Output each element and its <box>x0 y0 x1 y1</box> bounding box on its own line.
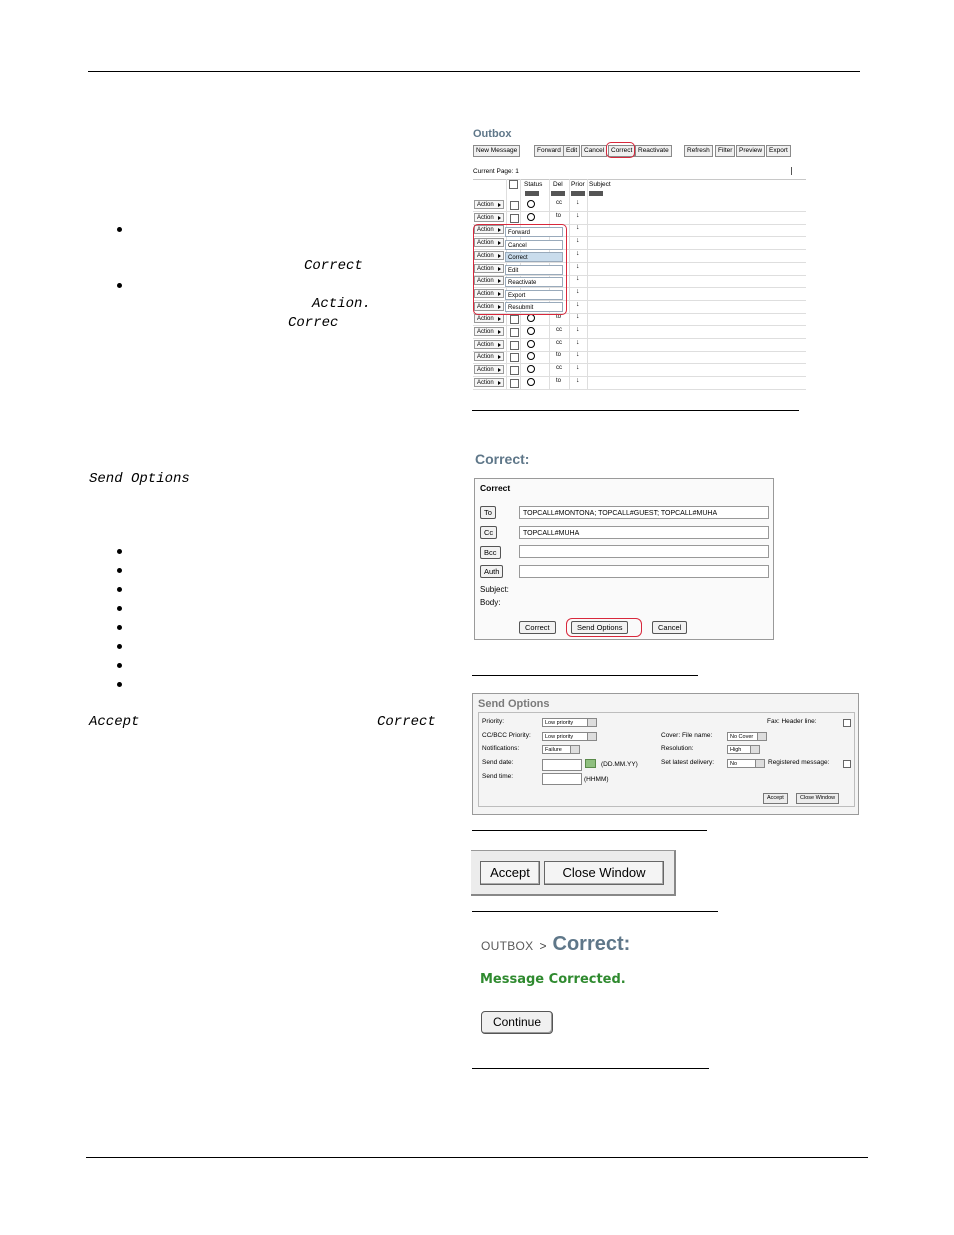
action-label: Action <box>477 252 494 259</box>
triangle-right-icon <box>498 317 501 321</box>
send-date-label: Send date: <box>482 759 514 766</box>
breadcrumb <box>481 933 630 956</box>
action-button[interactable] <box>474 327 504 336</box>
action-label: Action <box>477 367 494 374</box>
action-button[interactable] <box>474 365 504 374</box>
menu-item-correct[interactable]: Correct <box>505 252 563 262</box>
clock-icon <box>527 352 535 360</box>
to-field[interactable]: TOPCALL#MONTONA; TOPCALL#GUEST; TOPCALL#MUHA <box>519 506 769 519</box>
resolution-value: High <box>730 747 742 753</box>
down-arrow-icon: ↓ <box>576 351 580 359</box>
notifications-label: Notifications: <box>482 745 520 752</box>
send-time-hint: (HHMM) <box>584 776 609 783</box>
chevron-down-icon <box>755 760 764 767</box>
ccbcc-priority-select[interactable] <box>542 732 597 741</box>
priority-select[interactable] <box>542 718 597 727</box>
notifications-select[interactable] <box>542 745 580 754</box>
clock-icon <box>527 365 535 373</box>
action-label: Action <box>477 202 494 208</box>
clock-icon <box>527 327 535 335</box>
code-send-options: Send Options <box>89 471 190 487</box>
action-label: Action <box>477 265 494 272</box>
sort-icon[interactable] <box>571 191 585 196</box>
bullet <box>117 227 122 232</box>
cancel-form-button[interactable]: Cancel <box>652 621 687 634</box>
table-row <box>473 377 806 390</box>
down-arrow-icon: ↓ <box>576 287 580 295</box>
caption-underline <box>472 911 718 912</box>
menu-item-edit[interactable]: Edit <box>505 265 563 275</box>
caption-underline <box>472 1068 709 1069</box>
export-button[interactable]: Export <box>766 145 791 157</box>
breadcrumb-title: Correct: <box>552 933 631 955</box>
outbox-screenshot <box>473 126 807 392</box>
cancel-button[interactable]: Cancel <box>581 145 607 157</box>
menu-item-cancel[interactable]: Cancel <box>505 240 563 250</box>
action-label: Action <box>477 329 494 335</box>
notifications-value: Failure <box>545 747 562 753</box>
sort-icon[interactable] <box>589 191 603 196</box>
bullet <box>117 549 122 554</box>
row-checkbox[interactable] <box>510 366 519 375</box>
send-time-label: Send time: <box>482 773 514 780</box>
del-value: cc <box>556 365 562 372</box>
resolution-label: Resolution: <box>661 745 694 752</box>
action-label: Action <box>477 354 494 361</box>
preview-button[interactable]: Preview <box>736 145 765 157</box>
current-page: Current Page: 1 <box>473 168 519 175</box>
continue-button[interactable]: Continue <box>481 1011 553 1034</box>
del-value: to <box>556 314 562 321</box>
action-label: Action <box>477 227 494 234</box>
accept-button[interactable]: Accept <box>480 861 540 885</box>
menu-item-resubmit[interactable]: Resubmit <box>505 302 563 312</box>
correct-form <box>474 478 774 640</box>
send-time-input[interactable] <box>542 773 582 785</box>
clock-icon <box>527 200 535 208</box>
registered-message-checkbox[interactable] <box>843 760 851 768</box>
cc-button[interactable]: Cc <box>480 526 497 539</box>
clock-icon <box>527 314 535 322</box>
cover-label: Cover: File name: <box>661 732 713 739</box>
code-correc: Correc <box>288 315 339 331</box>
highlight-outline <box>566 618 642 637</box>
fax-header-checkbox[interactable] <box>843 719 851 727</box>
latest-delivery-label: Set latest delivery: <box>661 759 715 766</box>
accept-close-panel <box>471 850 676 896</box>
form-legend: Correct <box>480 483 511 493</box>
ccbcc-priority-value: Low priority <box>545 734 574 740</box>
sort-icon[interactable] <box>551 191 565 196</box>
down-arrow-icon: ↓ <box>576 224 580 232</box>
action-button[interactable] <box>474 340 504 349</box>
chevron-down-icon <box>587 719 596 726</box>
calendar-icon[interactable] <box>585 759 596 768</box>
bullet <box>117 568 122 573</box>
triangle-right-icon <box>498 355 501 359</box>
column-prior[interactable]: Prior <box>571 181 585 188</box>
table-row <box>473 364 806 377</box>
menu-item-reactivate[interactable]: Reactivate <box>505 277 563 287</box>
select-all-icon[interactable] <box>509 180 518 189</box>
del-value: cc <box>556 327 562 333</box>
breadcrumb-outbox-link[interactable]: OUTBOX <box>481 939 534 953</box>
correct-button[interactable]: Correct <box>608 145 635 157</box>
down-arrow-icon: ↓ <box>576 313 580 321</box>
action-label: Action <box>477 379 494 386</box>
bullet <box>117 283 122 288</box>
down-arrow-icon: ↓ <box>576 199 580 206</box>
code-action: Action. <box>312 296 371 312</box>
action-label: Action <box>477 214 494 221</box>
action-label: Action <box>477 278 494 285</box>
del-value: cc <box>556 339 562 346</box>
action-button[interactable] <box>474 352 504 361</box>
send-date-input[interactable] <box>542 759 582 771</box>
down-arrow-icon: ↓ <box>576 376 580 384</box>
action-label: Action <box>477 341 494 348</box>
cover-select[interactable] <box>727 732 767 741</box>
outbox-title: Outbox <box>473 128 512 140</box>
table-row <box>473 212 806 225</box>
latest-delivery-select[interactable] <box>727 759 765 768</box>
bullet <box>117 606 122 611</box>
edit-button[interactable]: Edit <box>563 145 580 157</box>
auth-field[interactable] <box>519 565 769 578</box>
send-options-dialog <box>472 693 859 815</box>
column-subject[interactable]: Subject <box>589 181 611 188</box>
row-checkbox[interactable] <box>510 315 519 324</box>
code-correct: Correct <box>304 258 363 274</box>
down-arrow-icon: ↓ <box>576 275 580 283</box>
table-row <box>473 339 806 352</box>
breadcrumb-separator: > <box>539 939 547 953</box>
row-checkbox[interactable] <box>510 341 519 350</box>
status-message: Message Corrected. <box>480 972 626 987</box>
del-value: to <box>556 212 562 219</box>
priority-value: Low priority <box>545 720 574 726</box>
bullet <box>117 644 122 649</box>
resolution-select[interactable] <box>727 745 760 754</box>
correct-submit-button[interactable]: Correct <box>519 621 556 634</box>
down-arrow-icon: ↓ <box>576 249 580 257</box>
fax-header-label: Fax: Header line: <box>767 718 817 725</box>
triangle-right-icon <box>498 381 501 385</box>
refresh-button[interactable]: Refresh <box>684 145 713 157</box>
table-row <box>473 313 806 326</box>
caption-underline <box>472 830 707 831</box>
down-arrow-icon: ↓ <box>576 262 580 270</box>
menu-item-forward[interactable]: Forward <box>505 227 563 237</box>
forward-button[interactable]: Forward <box>534 145 564 157</box>
send-options-button[interactable]: Send Options <box>571 621 628 634</box>
action-label: Action <box>477 316 494 323</box>
triangle-right-icon <box>498 216 501 220</box>
row-checkbox[interactable] <box>510 201 519 210</box>
close-window-small-button[interactable]: Close Window <box>796 793 839 804</box>
ccbcc-priority-label: CC/BCC Priority: <box>482 732 531 739</box>
code-correct-2: Correct <box>377 714 436 730</box>
bcc-field[interactable] <box>519 545 769 558</box>
table-row <box>473 199 806 212</box>
registered-message-label: Registered message: <box>768 759 830 766</box>
del-value: to <box>556 377 562 384</box>
cover-value: No Cover <box>730 734 754 740</box>
triangle-right-icon <box>498 343 501 347</box>
chevron-down-icon <box>587 733 596 740</box>
action-button[interactable] <box>474 213 504 222</box>
close-window-button[interactable]: Close Window <box>544 861 664 885</box>
down-arrow-icon: ↓ <box>576 364 580 372</box>
header-rule <box>88 71 860 72</box>
auth-button[interactable]: Auth <box>480 565 503 578</box>
down-arrow-icon: ↓ <box>576 237 580 245</box>
cc-field[interactable]: TOPCALL#MUHA <box>519 526 769 539</box>
clock-icon <box>527 378 535 386</box>
bullet <box>117 682 122 687</box>
column-status[interactable]: Status <box>524 181 543 188</box>
triangle-right-icon <box>498 330 501 334</box>
action-label: Action <box>477 240 494 247</box>
highlight-outline <box>606 142 635 158</box>
action-label: Action <box>477 290 494 297</box>
new-message-button[interactable]: New Message <box>473 145 520 157</box>
column-del[interactable]: Del <box>553 181 563 188</box>
chevron-down-icon <box>750 746 759 753</box>
clock-icon <box>527 213 535 221</box>
chevron-down-icon <box>757 733 766 740</box>
bullet <box>117 625 122 630</box>
latest-delivery-value: No <box>730 761 738 767</box>
pager-separator <box>791 167 792 175</box>
action-button[interactable] <box>474 200 504 209</box>
body-label: Body: <box>480 598 501 607</box>
reactivate-button[interactable]: Reactivate <box>635 145 672 157</box>
down-arrow-icon: ↓ <box>576 211 580 219</box>
bcc-button[interactable]: Bcc <box>480 546 501 559</box>
accept-small-button[interactable]: Accept <box>763 793 788 804</box>
priority-label: Priority: <box>482 718 505 725</box>
clock-icon <box>527 340 535 348</box>
send-options-title: Send Options <box>478 698 550 710</box>
triangle-right-icon <box>498 368 501 372</box>
down-arrow-icon: ↓ <box>576 326 580 333</box>
code-accept: Accept <box>89 714 140 730</box>
filter-button[interactable]: Filter <box>715 145 735 157</box>
triangle-right-icon <box>498 203 501 207</box>
table-row <box>473 351 806 364</box>
del-value: cc <box>556 200 562 206</box>
action-label: Action <box>477 303 494 310</box>
action-button[interactable] <box>474 378 504 387</box>
down-arrow-icon: ↓ <box>576 300 580 308</box>
chevron-down-icon <box>570 746 579 753</box>
caption-underline <box>472 410 799 411</box>
caption-underline <box>472 675 698 676</box>
row-checkbox[interactable] <box>510 328 519 337</box>
del-value: to <box>556 352 562 359</box>
subject-label: Subject: <box>480 585 509 594</box>
bullet <box>117 663 122 668</box>
down-arrow-icon: ↓ <box>576 338 580 346</box>
menu-item-export[interactable]: Export <box>505 290 563 300</box>
row-checkbox[interactable] <box>510 353 519 362</box>
to-button[interactable]: To <box>480 506 496 519</box>
table-row <box>473 326 806 339</box>
row-checkbox[interactable] <box>510 379 519 388</box>
action-button[interactable] <box>474 314 504 323</box>
bullet <box>117 587 122 592</box>
footer-rule <box>86 1157 868 1158</box>
send-date-hint: (DD.MM.YY) <box>601 761 638 768</box>
sort-icon[interactable] <box>525 191 539 196</box>
row-checkbox[interactable] <box>510 214 519 223</box>
correct-page-title: Correct: <box>475 451 530 467</box>
